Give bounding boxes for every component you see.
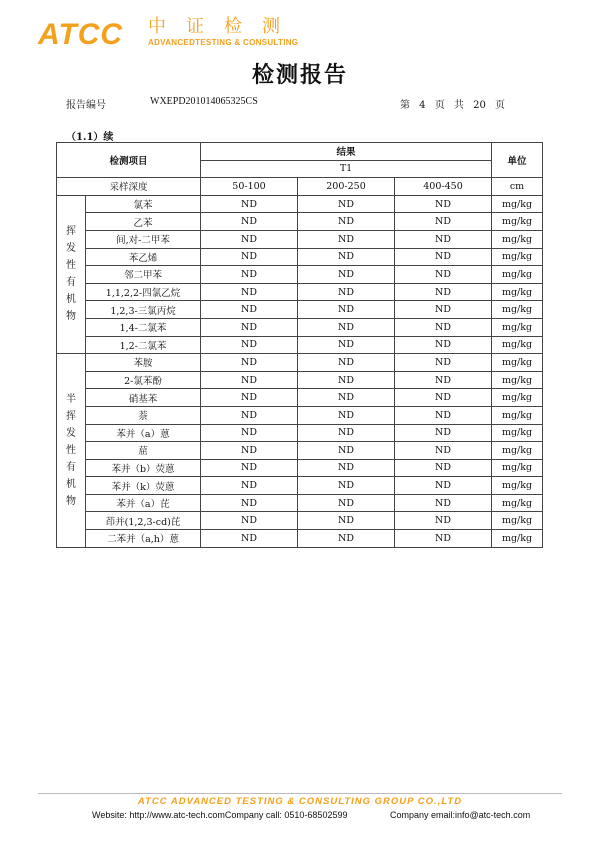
test-item: 2-氯苯酚 [86,371,201,389]
result-value: ND [201,213,298,231]
depth-value: 50-100 [201,178,298,196]
test-item: 苯并（b）荧蒽 [86,459,201,477]
test-item: 苯并（k）荧蒽 [86,477,201,495]
result-value: ND [395,371,492,389]
group-label-char: 有 [66,277,76,289]
logo-english-text: ADVANCEDTESTING & CONSULTING [148,38,299,47]
result-value: ND [395,283,492,301]
test-item: 氯苯 [86,195,201,213]
result-value: ND [201,371,298,389]
result-value: ND [395,248,492,266]
result-value: ND [201,266,298,284]
result-unit: mg/kg [492,530,543,548]
group-label-char: 发 [66,427,76,439]
table-row [57,318,543,336]
page-info: 第 4 页 共 20 页 [400,100,505,111]
test-item: 硝基苯 [86,389,201,407]
result-value: ND [395,477,492,495]
result-value: ND [201,442,298,460]
test-item: 䓛 [86,442,201,460]
test-item: 乙苯 [86,213,201,231]
result-value: ND [298,459,395,477]
group-label-char: 物 [66,311,76,323]
test-item: 1,1,2,2-四氯乙烷 [86,283,201,301]
result-value: ND [201,459,298,477]
header-test-item: 检测项目 [57,143,201,178]
result-value: ND [395,530,492,548]
depth-unit: cm [492,178,543,196]
result-value: ND [201,230,298,248]
result-unit: mg/kg [492,195,543,213]
group-label-char: 机 [66,478,76,490]
group-label-char: 挥 [66,226,76,238]
result-unit: mg/kg [492,459,543,477]
result-value: ND [201,283,298,301]
table-row [57,424,543,442]
result-value: ND [201,424,298,442]
group-label-char: 挥 [66,410,76,422]
result-value: ND [395,512,492,530]
table-row [57,213,543,231]
result-value: ND [395,389,492,407]
test-item: 邻二甲苯 [86,266,201,284]
result-value: ND [298,213,395,231]
result-value: ND [201,301,298,319]
result-value: ND [201,354,298,372]
result-value: ND [298,494,395,512]
result-value: ND [298,512,395,530]
header-sample-id: T1 [201,160,492,178]
test-item: 苯胺 [86,354,201,372]
result-value: ND [395,318,492,336]
page-title: 检测报告 [251,63,348,88]
table-row [57,442,543,460]
result-unit: mg/kg [492,424,543,442]
result-unit: mg/kg [492,213,543,231]
table-row [57,248,543,266]
result-value: ND [395,195,492,213]
result-unit: mg/kg [492,494,543,512]
result-value: ND [201,512,298,530]
result-value: ND [298,442,395,460]
result-value: ND [201,530,298,548]
result-value: ND [298,371,395,389]
depth-value: 200-250 [298,178,395,196]
result-unit: mg/kg [492,301,543,319]
table-row [57,406,543,424]
result-value: ND [395,336,492,354]
table-row [57,195,543,213]
test-item: 1,2,3-三氯丙烷 [86,301,201,319]
depth-label: 采样深度 [57,178,201,196]
group-label [57,354,86,548]
group-label-char: 机 [66,294,76,306]
header-unit: 单位 [492,143,543,178]
result-value: ND [298,336,395,354]
results-table [56,142,543,548]
result-unit: mg/kg [492,283,543,301]
result-value: ND [298,389,395,407]
footer-website-phone: Website: http://www.atc-tech.comCompany call: 0510-68502599 [92,810,348,820]
result-value: ND [298,283,395,301]
results-table-body [57,195,543,547]
group-label-char: 发 [66,243,76,255]
result-value: ND [395,301,492,319]
result-unit: mg/kg [492,406,543,424]
group-label-char: 性 [66,444,76,456]
test-item: 苯并（a）蒽 [86,424,201,442]
result-unit: mg/kg [492,318,543,336]
test-item: 二苯并（a,h）蒽 [86,530,201,548]
company-logo [38,14,318,50]
table-row [57,283,543,301]
group-label-char: 性 [66,260,76,272]
result-value: ND [298,530,395,548]
test-item: 茚并(1,2,3-cd)芘 [86,512,201,530]
result-unit: mg/kg [492,230,543,248]
table-row [57,389,543,407]
result-value: ND [395,230,492,248]
table-row [57,230,543,248]
result-value: ND [395,494,492,512]
footer-email: Company email:info@atc-tech.com [390,810,531,820]
report-number: WXEPD201014065325CS [150,96,258,107]
result-value: ND [395,459,492,477]
result-unit: mg/kg [492,477,543,495]
result-unit: mg/kg [492,336,543,354]
result-value: ND [298,248,395,266]
result-unit: mg/kg [492,442,543,460]
result-value: ND [298,266,395,284]
table-row [57,494,543,512]
footer-divider [38,793,562,794]
group-label [57,195,86,353]
result-unit: mg/kg [492,354,543,372]
report-number-label: 报告编号 [66,100,106,111]
logo-chinese-text: 中证检测 [148,16,300,37]
table-row [57,459,543,477]
table-row [57,336,543,354]
result-value: ND [201,336,298,354]
test-item: 苯乙烯 [86,248,201,266]
result-value: ND [395,442,492,460]
result-value: ND [201,477,298,495]
result-value: ND [395,213,492,231]
test-item: 萘 [86,406,201,424]
depth-value: 400-450 [395,178,492,196]
result-value: ND [298,354,395,372]
result-unit: mg/kg [492,512,543,530]
table-row [57,530,543,548]
result-value: ND [298,301,395,319]
result-value: ND [395,354,492,372]
result-value: ND [201,318,298,336]
logo-atcc-text: ATCC [38,18,124,51]
result-unit: mg/kg [492,371,543,389]
result-value: ND [201,195,298,213]
group-label-char: 有 [66,461,76,473]
group-label-char: 物 [66,495,76,507]
result-unit: mg/kg [492,248,543,266]
result-value: ND [298,477,395,495]
test-item: 1,2-二氯苯 [86,336,201,354]
result-value: ND [201,248,298,266]
group-label-char: 半 [66,393,76,405]
result-value: ND [201,389,298,407]
result-unit: mg/kg [492,389,543,407]
result-value: ND [395,424,492,442]
test-item: 间,对-二甲苯 [86,230,201,248]
result-value: ND [298,318,395,336]
result-value: ND [201,406,298,424]
footer-company-name: ATCC ADVANCED TESTING & CONSULTING GROUP CO.,LTD [137,796,463,807]
table-row [57,301,543,319]
result-value: ND [395,266,492,284]
table-row [57,371,543,389]
table-row [57,354,543,372]
table-row [57,477,543,495]
table-row [57,266,543,284]
result-value: ND [395,406,492,424]
header-result: 结果 [201,143,492,161]
result-value: ND [298,195,395,213]
test-item: 苯并（a）芘 [86,494,201,512]
test-item: 1,4-二氯苯 [86,318,201,336]
result-value: ND [298,424,395,442]
result-unit: mg/kg [492,266,543,284]
result-value: ND [298,230,395,248]
section-label: （1.1）续 [66,132,114,143]
table-row [57,512,543,530]
result-value: ND [201,494,298,512]
result-value: ND [298,406,395,424]
